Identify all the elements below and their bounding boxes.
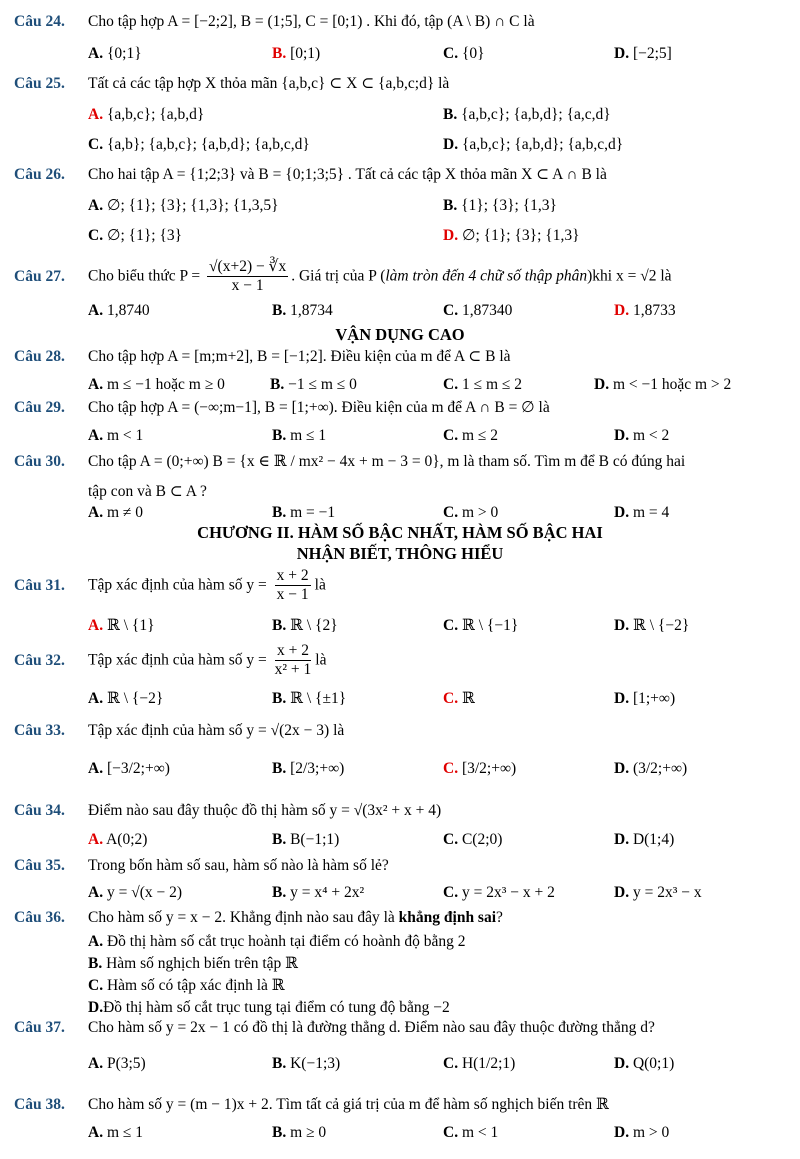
- option-c: C. m < 1: [443, 1124, 499, 1141]
- option-c: C. ∅; {1}; {3}: [88, 227, 183, 244]
- question-number: Câu 26.: [14, 166, 65, 183]
- option-d: D. (3/2;+∞): [614, 760, 688, 777]
- question-number: Câu 30.: [14, 453, 65, 470]
- option-d: D. D(1;4): [614, 831, 675, 848]
- question-stem: Cho hàm số y = x − 2. Khẳng định nào sau đây là: [88, 909, 395, 926]
- option-c: C. 1,87340: [443, 302, 513, 319]
- option-a: A. [−3/2;+∞): [88, 760, 170, 777]
- option-b: B. {a,b,c}; {a,b,d}; {a,c,d}: [443, 106, 611, 123]
- option-c: C. H(1/2;1): [443, 1055, 516, 1072]
- question-27: Câu 27. Cho biểu thức P = $\frac{√(x+2) - ∛x}{x - 1}$ . Giá trị của P (làm tròn đến 4 chữ số thập phân)khi x = √2 là: [14, 258, 672, 294]
- question-33: [14, 721, 794, 741]
- question-stem-emphasis: khẳng định sai: [398, 909, 497, 926]
- option-b: B. y = x⁴ + 2x²: [272, 884, 365, 901]
- option-a: A. 1,8740: [88, 302, 150, 319]
- fraction: $\frac{√(x+2) - ∛x}{x - 1}$: [209, 258, 287, 294]
- question-26: [14, 165, 794, 185]
- option-c: C. Hàm số có tập xác định là ℝ: [88, 977, 285, 994]
- option-c: C. ℝ: [443, 690, 475, 707]
- question-30: [14, 452, 794, 472]
- question-stem: Cho tập A = (0;+∞) B = {x ∈ ℝ / mx² − 4x + m − 3 = 0}, m là tham số. Tìm m để B có đúng hai: [88, 453, 686, 470]
- option-a: A. {0;1}: [88, 45, 142, 62]
- question-stem: Cho hàm số y = 2x − 1 có đồ thị là đường thẳng d. Điểm nào sau đây thuộc đường thẳng d?: [88, 1019, 655, 1036]
- option-d: D.Đồ thị hàm số cắt trục tung tại điểm có tung độ bằng −2: [88, 999, 450, 1016]
- question-number: Câu 38.: [14, 1096, 65, 1113]
- option-d: D. m = 4: [614, 504, 670, 521]
- option-d: D. y = 2x³ − x: [614, 884, 702, 901]
- option-d: D. {a,b,c}; {a,b,d}; {a,b,c,d}: [443, 136, 624, 153]
- option-a: A. m ≠ 0: [88, 504, 144, 521]
- question-number: Câu 27.: [14, 267, 65, 285]
- question-stem: Cho hai tập A = {1;2;3} và B = {0;1;3;5} . Tất cả các tập X thỏa mãn X ⊂ A ∩ B là: [88, 166, 607, 183]
- option-a: A. Đồ thị hàm số cắt trục hoành tại điểm có hoành độ bằng 2: [88, 933, 466, 950]
- option-a: A. y = √(x − 2): [88, 884, 183, 901]
- question-number: Câu 33.: [14, 722, 65, 739]
- option-b: B. [2/3;+∞): [272, 760, 345, 777]
- option-c: C. 1 ≤ m ≤ 2: [443, 376, 523, 393]
- option-a: A. ℝ \ {1}: [88, 617, 155, 634]
- option-a: A. m ≤ −1 hoặc m ≥ 0: [88, 376, 225, 393]
- option-a: A. ∅; {1}; {3}; {1,3}; {1,3,5}: [88, 197, 279, 214]
- question-number: Câu 36.: [14, 909, 65, 926]
- option-b: B. ℝ \ {2}: [272, 617, 338, 634]
- question-number: Câu 32.: [14, 651, 65, 669]
- option-b: B. m ≥ 0: [272, 1124, 327, 1141]
- question-number: Câu 31.: [14, 576, 65, 594]
- option-c: C. [3/2;+∞): [443, 760, 517, 777]
- option-c: C. C(2;0): [443, 831, 503, 848]
- option-c: C. y = 2x³ − x + 2: [443, 884, 555, 901]
- option-a: A. P(3;5): [88, 1055, 146, 1072]
- question-stem: Điểm nào sau đây thuộc đồ thị hàm số y = √(3x² + x + 4): [88, 802, 442, 819]
- option-a: A. m ≤ 1: [88, 1124, 144, 1141]
- question-25: [14, 74, 794, 94]
- question-number: Câu 37.: [14, 1019, 65, 1036]
- question-38: [14, 1095, 794, 1115]
- chapter-heading: CHƯƠNG II. HÀM SỐ BẬC NHẤT, HÀM SỐ BẬC HAI: [197, 523, 603, 542]
- question-35: [14, 856, 794, 876]
- question-stem: Cho tập hợp A = [m;m+2], B = [−1;2]. Điều kiện của m để A ⊂ B là: [88, 348, 511, 365]
- question-number: Câu 35.: [14, 857, 65, 874]
- option-b: B. m ≤ 1: [272, 427, 327, 444]
- question-number: Câu 25.: [14, 75, 65, 92]
- option-d: D. m > 0: [614, 1124, 670, 1141]
- question-34: [14, 801, 794, 821]
- question-stem: Tập xác định của hàm số y =: [88, 576, 267, 594]
- option-d: D. m < −1 hoặc m > 2: [594, 376, 732, 393]
- question-stem: Trong bốn hàm số sau, hàm số nào là hàm số lẻ?: [88, 857, 389, 874]
- question-stem-continued: tập con và B ⊂ A ?: [88, 483, 207, 500]
- option-c: C. m ≤ 2: [443, 427, 499, 444]
- question-24: [14, 12, 794, 32]
- question-number: Câu 28.: [14, 348, 65, 365]
- question-32: Câu 32. Tập xác định của hàm số y = $\frac{x + 2}{\text{x² + 1}}$ là: [14, 642, 327, 678]
- option-b: B. ℝ \ {±1}: [272, 690, 347, 707]
- question-stem: Tất cả các tập hợp X thỏa mãn {a,b,c} ⊂ X ⊂ {a,b,c;d} là: [88, 75, 450, 92]
- fraction: $\frac{x + 2}{\text{x² + 1}}$: [274, 642, 312, 678]
- option-a: A. m < 1: [88, 427, 144, 444]
- option-a: A. ℝ \ {−2}: [88, 690, 164, 707]
- section-heading-nhan-biet: NHẬN BIẾT, THÔNG HIỂU: [296, 544, 504, 563]
- option-c: C. {a,b}; {a,b,c}; {a,b,d}; {a,b,c,d}: [88, 136, 310, 153]
- option-c: C. m > 0: [443, 504, 499, 521]
- question-29: [14, 398, 794, 418]
- question-stem: Cho tập hợp A = [−2;2], B = (1;5], C = [0;1) . Khi đó, tập (A \ B) ∩ C là: [88, 13, 535, 30]
- option-d: D. 1,8733: [614, 302, 676, 319]
- option-b: B. 1,8734: [272, 302, 333, 319]
- option-a: A. {a,b,c}; {a,b,d}: [88, 106, 205, 123]
- option-b: B. K(−1;3): [272, 1055, 341, 1072]
- option-a: A. A(0;2): [88, 831, 148, 848]
- question-stem: Cho tập hợp A = (−∞;m−1], B = [1;+∞). Điều kiện của m để A ∩ B = ∅ là: [88, 399, 550, 416]
- question-stem: Tập xác định của hàm số y = √(2x − 3) là: [88, 722, 345, 739]
- option-b: B. [0;1): [272, 45, 321, 62]
- option-b: B. {1}; {3}; {1,3}: [443, 197, 557, 214]
- question-28: [14, 347, 794, 367]
- question-stem: Tập xác định của hàm số y =: [88, 651, 267, 669]
- option-d: D. ∅; {1}; {3}; {1,3}: [443, 227, 580, 244]
- question-stem: Cho hàm số y = (m − 1)x + 2. Tìm tất cả giá trị của m để hàm số nghịch biến trên ℝ: [88, 1096, 609, 1113]
- option-c: C. ℝ \ {−1}: [443, 617, 519, 634]
- section-heading-van-dung-cao: VẬN DỤNG CAO: [335, 325, 465, 344]
- question-stem: Cho biểu thức P =: [88, 267, 201, 285]
- option-b: B. m = −1: [272, 504, 336, 521]
- option-b: B. −1 ≤ m ≤ 0: [270, 376, 357, 393]
- question-number: Câu 29.: [14, 399, 65, 416]
- option-d: D. ℝ \ {−2}: [614, 617, 690, 634]
- question-36: Câu 36. Cho hàm số y = x − 2. Khẳng định nào sau đây là khẳng định sai?: [14, 909, 503, 926]
- option-d: D. Q(0;1): [614, 1055, 675, 1072]
- option-d: D. m < 2: [614, 427, 670, 444]
- question-number: Câu 34.: [14, 802, 65, 819]
- option-b: B. B(−1;1): [272, 831, 340, 848]
- option-c: C. {0}: [443, 45, 485, 62]
- fraction: $\frac{x + 2}{x - 1}$: [276, 567, 309, 603]
- question-37: [14, 1018, 794, 1038]
- question-31: Câu 31. Tập xác định của hàm số y = $\frac{x + 2}{x - 1}$ là: [14, 567, 326, 603]
- question-number: Câu 24.: [14, 13, 65, 30]
- option-b: B. Hàm số nghịch biến trên tập ℝ: [88, 955, 299, 972]
- option-d: D. [1;+∞): [614, 690, 676, 707]
- option-d: D. [−2;5]: [614, 45, 672, 62]
